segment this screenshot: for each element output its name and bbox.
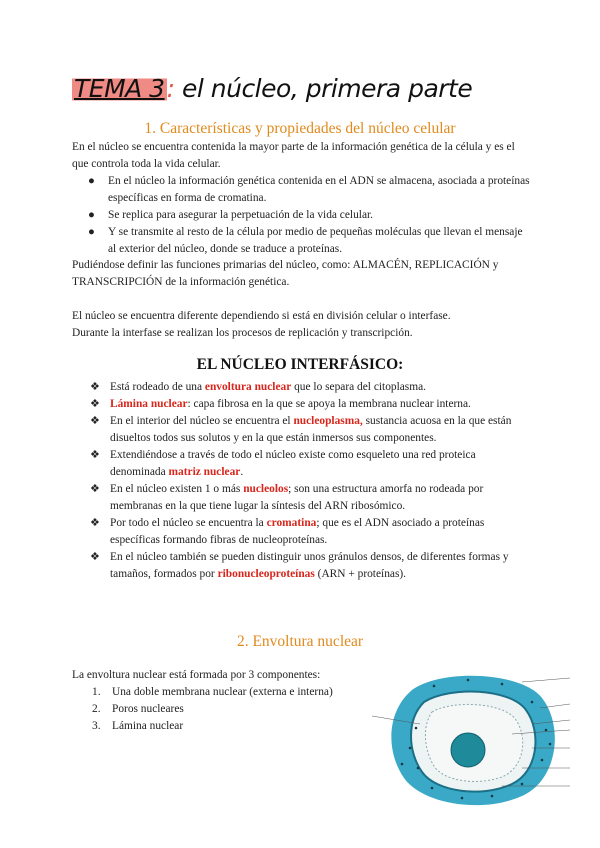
list-item — [88, 173, 532, 207]
item-text: . — [240, 466, 244, 478]
list-item — [90, 515, 530, 549]
list-item — [90, 447, 530, 481]
bullet-text: En el núcleo la información genética contenida en el ADN se almacena, asociada a proteínas específicas en forma de cromatina. — [108, 175, 530, 204]
item-term: Lámina nuclear — [110, 398, 188, 410]
list-number: 2. — [92, 703, 101, 715]
section1-diff1: El núcleo se encuentra diferente dependiendo si está en división celular o interfase. — [72, 310, 451, 322]
item-text: Por todo el núcleo se encuentra la — [110, 517, 267, 529]
diamond-bullet-icon: ❖ — [90, 415, 100, 427]
list-item — [88, 207, 532, 224]
item-term: envoltura nuclear — [204, 381, 292, 393]
section2-intro: La envoltura nuclear está formada por 3 componentes: — [72, 669, 321, 681]
list-item — [90, 379, 530, 396]
nucleolus-shape — [451, 733, 485, 767]
list-item — [90, 549, 530, 583]
item-text: Extendiéndose a través de todo el núcleo existe como esqueleto una red proteica denominada — [110, 449, 476, 478]
nucleus-diagram — [372, 668, 582, 808]
diamond-bullet-icon: ❖ — [90, 551, 100, 563]
item-term: nucleoplasma, — [293, 415, 363, 427]
item-text: En el interior del núcleo se encuentra el — [110, 415, 294, 427]
section1-heading: 1. Características y propiedades del núcleo celular — [144, 120, 456, 137]
section2-list — [92, 684, 392, 735]
section1-bullet-list — [88, 173, 532, 258]
item-text: En el núcleo existen 1 o más — [110, 483, 244, 495]
item-text: : capa fibrosa en la que se apoya la membrana nuclear interna. — [187, 398, 471, 410]
item-text: ; son una estructura amorfa no rodeada por membranas en la que tiene lugar la síntesis del ARN ribosómico. — [110, 483, 484, 512]
list-item — [92, 684, 392, 701]
list-number: 1. — [92, 686, 101, 698]
item-term: matriz nuclear — [168, 466, 241, 478]
list-item — [88, 224, 532, 258]
item-text: Está rodeado de una — [110, 381, 205, 393]
bullet-dot-icon: ● — [88, 209, 95, 221]
section1-intro: En el núcleo se encuentra contenida la mayor parte de la información genética de la célula y es el que controla toda la vida celular. — [72, 141, 515, 170]
interphase-list — [90, 379, 530, 583]
list-item — [92, 718, 392, 735]
diamond-bullet-icon: ❖ — [90, 449, 100, 461]
item-text: sustancia acuosa en la que están disueltos todos sus solutos y en la que están inmersos sus componentes. — [110, 415, 512, 444]
title-colon: : — [166, 74, 175, 103]
bullet-text: Y se transmite al resto de la célula por medio de pequeñas moléculas que llevan el mensaje al exterior del núcleo, donde se traduce a proteínas. — [108, 226, 523, 255]
section1-functions: Pudiéndose definir las funciones primarias del núcleo, como: ALMACÉN, REPLICACIÓN y TRANSCRIPCIÓN de la información genética. — [72, 259, 499, 288]
bullet-dot-icon: ● — [88, 175, 95, 187]
title-rest: el núcleo, primera parte — [174, 74, 473, 103]
section1-diff2: Durante la interfase se realizan los procesos de replicación y transcripción. — [72, 327, 413, 339]
item-text: que lo separa del citoplasma. — [291, 381, 427, 393]
list-item — [92, 701, 392, 718]
bullet-dot-icon: ● — [88, 226, 95, 238]
page-title — [72, 74, 472, 103]
item-text: ; que es el ADN asociado a proteínas específicas formando fibras de nucleoproteínas. — [110, 517, 485, 546]
item-text: Una doble membrana nuclear (externa e interna) — [112, 686, 333, 698]
bullet-text: Se replica para asegurar la perpetuación de la vida celular. — [108, 209, 374, 221]
list-item — [90, 481, 530, 515]
title-tema: TEMA 3 — [74, 74, 165, 103]
interphase-heading: EL NÚCLEO INTERFÁSICO: — [196, 356, 404, 373]
item-text: Lámina nuclear — [112, 720, 184, 732]
item-term: nucleolos — [243, 483, 289, 495]
list-item — [90, 396, 530, 413]
diamond-bullet-icon: ❖ — [90, 398, 100, 410]
item-term: cromatina — [266, 517, 317, 529]
diamond-bullet-icon: ❖ — [90, 517, 100, 529]
item-text: En el núcleo también se pueden distinguir unos gránulos densos, de diferentes formas y tamaños, formados por — [110, 551, 509, 580]
item-text: (ARN + proteínas). — [314, 568, 407, 580]
diamond-bullet-icon: ❖ — [90, 381, 100, 393]
envelope-illustration — [372, 676, 570, 805]
item-text: Poros nucleares — [112, 703, 184, 715]
item-term: ribonucleoproteínas — [217, 568, 315, 580]
section2-heading: 2. Envoltura nuclear — [236, 633, 364, 650]
list-number: 3. — [92, 720, 101, 732]
diamond-bullet-icon: ❖ — [90, 483, 100, 495]
list-item — [90, 413, 530, 447]
